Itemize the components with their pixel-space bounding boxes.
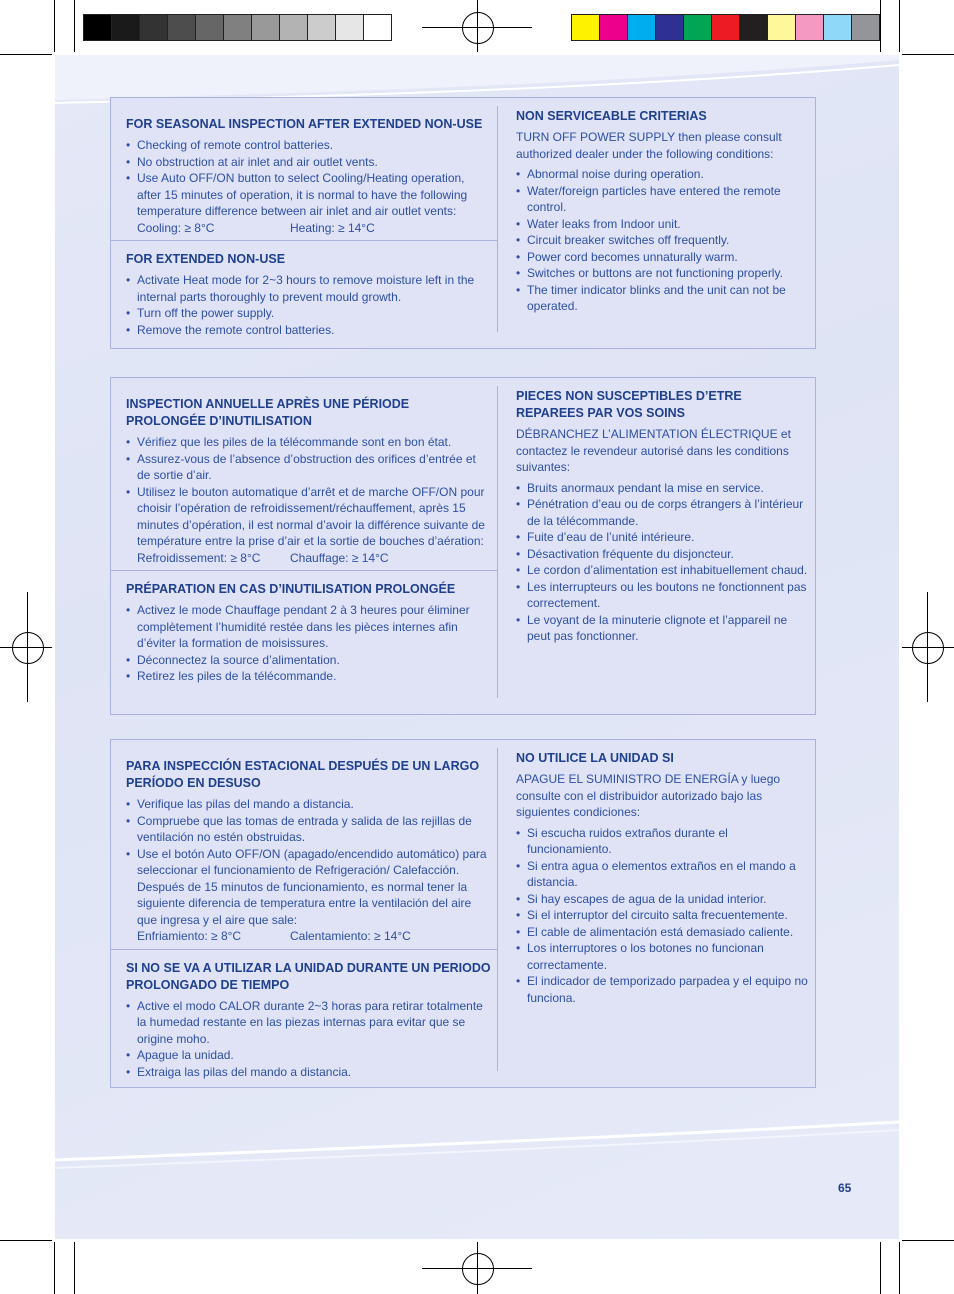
- temperature-difference-row: [126, 928, 491, 945]
- list-item: • El cable de alimentación está demasiado caliente.: [516, 924, 809, 941]
- list-item: • Si escucha ruidos extraños durante el funcionamiento.: [516, 825, 809, 858]
- registration-mark: [12, 632, 44, 664]
- registration-mark: [477, 1242, 478, 1294]
- list-item: • Remove the remote control batteries.: [126, 322, 491, 339]
- list-item: • Si el interruptor del circuito salta frecuentemente.: [516, 907, 809, 924]
- section-heading: PARA INSPECCIÓN ESTACIONAL DESPUÉS DE UN LARGO PERÍODO EN DESUSO: [126, 759, 480, 790]
- list-item: • Power cord becomes unnaturally warm.: [516, 249, 809, 266]
- spanish-maintenance-panel: [110, 739, 816, 1088]
- section-heading: FOR EXTENDED NON-USE: [126, 252, 286, 266]
- list-item: • Los interruptores o los botones no funcionan correctamente.: [516, 940, 809, 973]
- registration-mark: [927, 592, 928, 702]
- intro-text: APAGUE EL SUMINISTRO DE ENERGÍA y luego consulte con el distribuidor autorizado bajo las siguientes condiciones:: [516, 772, 781, 819]
- bullet-list: [126, 602, 491, 685]
- registration-mark: [902, 647, 954, 648]
- page-number: 65: [838, 1181, 852, 1195]
- non-use-section: [111, 240, 497, 342]
- crop-mark: [74, 0, 75, 52]
- gray-swatch: [195, 14, 224, 41]
- crop-mark: [880, 0, 881, 52]
- gray-swatch: [251, 14, 280, 41]
- section-heading: INSPECTION ANNUELLE APRÈS UNE PÉRIODE PROLONGÉE D’INUTILISATION: [126, 397, 410, 428]
- list-item: • Circuit breaker switches off frequently.: [516, 232, 809, 249]
- color-swatch: [711, 14, 740, 41]
- service-criteria-section: [498, 378, 815, 649]
- bullet-list: [126, 998, 491, 1081]
- crop-mark: [880, 1242, 881, 1294]
- bullet-list: [126, 137, 491, 220]
- english-maintenance-panel: [110, 97, 816, 349]
- gray-swatch: [335, 14, 364, 41]
- list-item: • Compruebe que las tomas de entrada y salida de las rejillas de ventilación no estén obstruidas.: [126, 813, 491, 846]
- gray-swatch: [139, 14, 168, 41]
- gray-swatch: [223, 14, 252, 41]
- list-item: • Retirez les piles de la télécommande.: [126, 668, 491, 685]
- color-swatch: [823, 14, 852, 41]
- list-item: • Fuite d’eau de l’unité intérieure.: [516, 529, 809, 546]
- color-swatch: [767, 14, 796, 41]
- non-use-section: [111, 570, 497, 689]
- color-swatch: [571, 14, 600, 41]
- intro-text: DÉBRANCHEZ L’ALIMENTATION ÉLECTRIQUE et contactez le revendeur autorisé dans les conditions suivantes:: [516, 427, 791, 474]
- list-item: • Active el modo CALOR durante 2~3 horas para retirar totalmente la humedad restante en las piezas internas para evitar que se origine moho.: [126, 998, 491, 1048]
- crop-mark: [902, 1240, 954, 1241]
- crop-mark: [902, 54, 954, 55]
- color-swatch: [851, 14, 880, 41]
- service-criteria-section: [498, 98, 815, 319]
- list-item: • Water leaks from Indoor unit.: [516, 216, 809, 233]
- crop-mark: [0, 54, 52, 55]
- crop-mark: [54, 1242, 55, 1294]
- right-column: [498, 378, 815, 714]
- intro-text: TURN OFF POWER SUPPLY then please consult authorized dealer under the following conditions:: [516, 130, 782, 161]
- french-maintenance-panel: [110, 377, 816, 715]
- bullet-list: [516, 166, 809, 315]
- right-column: [498, 740, 815, 1087]
- gray-swatch: [111, 14, 140, 41]
- registration-mark: [462, 12, 494, 44]
- gray-swatch: [363, 14, 392, 41]
- left-column: [111, 106, 498, 337]
- list-item: • Les interrupteurs ou les boutons ne fonctionnent pas correctement.: [516, 579, 809, 612]
- list-item: • Use el botón Auto OFF/ON (apagado/encendido automático) para seleccionar el funcionamiento de Refrigeración/ Calefacción. Después de 15 minutos de funcionamiento, es normal tener la siguiente diferencia de temperatura entre la ventilación del aire que ingresa y el aire que sale:: [126, 846, 491, 929]
- left-column: [111, 386, 498, 698]
- list-item: • Apague la unidad.: [126, 1047, 491, 1064]
- crop-mark: [74, 1242, 75, 1294]
- list-item: • Désactivation fréquente du disjoncteur.: [516, 546, 809, 563]
- section-heading: NON SERVICEABLE CRITERIAS: [516, 109, 707, 123]
- section-heading: PRÉPARATION EN CAS D’INUTILISATION PROLONGÉE: [126, 582, 456, 596]
- section-heading: NO UTILICE LA UNIDAD SI: [516, 751, 674, 765]
- cooling-temperature: Cooling: ≥ 8°C: [137, 220, 215, 235]
- section-heading: SI NO SE VA A UTILIZAR LA UNIDAD DURANTE UN PERIODO PROLONGADO DE TIEMPO: [126, 960, 491, 992]
- gray-swatch: [83, 14, 112, 41]
- inspection-section: [111, 386, 497, 570]
- list-item: • Checking of remote control batteries.: [126, 137, 491, 154]
- list-item: • El indicador de temporizado parpadea y el equipo no funciona.: [516, 973, 809, 1006]
- list-item: • No obstruction at air inlet and air outlet vents.: [126, 154, 491, 171]
- list-item: • Abnormal noise during operation.: [516, 166, 809, 183]
- crop-mark: [0, 1240, 52, 1241]
- list-item: • Le cordon d’alimentation est inhabituellement chaud.: [516, 562, 809, 579]
- right-column: [498, 98, 815, 348]
- bullet-list: [126, 272, 491, 338]
- inspection-section: [111, 106, 497, 240]
- section-heading: FOR SEASONAL INSPECTION AFTER EXTENDED NON-USE: [126, 117, 483, 131]
- list-item: • Bruits anormaux pendant la mise en service.: [516, 480, 809, 497]
- gray-swatch: [167, 14, 196, 41]
- registration-mark: [912, 632, 944, 664]
- list-item: • Assurez-vous de l’absence d’obstruction des orifices d’entrée et de sortie d’air.: [126, 451, 491, 484]
- list-item: • Turn off the power supply.: [126, 305, 491, 322]
- color-swatch: [683, 14, 712, 41]
- heating-temperature: Chauffage: ≥ 14°C: [290, 550, 389, 565]
- gray-swatch: [279, 14, 308, 41]
- bullet-list: [126, 796, 491, 928]
- registration-mark: [477, 0, 478, 52]
- bullet-list: [516, 825, 809, 1007]
- list-item: • Use Auto OFF/ON button to select Cooling/Heating operation, after 15 minutes of operation, it is normal to have the following temperature difference between air inlet and air outlet vents:: [126, 170, 491, 220]
- list-item: • Si hay escapes de agua de la unidad interior.: [516, 891, 809, 908]
- color-swatch: [627, 14, 656, 41]
- list-item: • Activez le mode Chauffage pendant 2 à 3 heures pour éliminer complètement l’humidité restée dans les pièces internes afin d’éviter la formation de moisissures.: [126, 602, 491, 652]
- temperature-difference-row: [126, 220, 491, 237]
- list-item: • Water/foreign particles have entered the remote control.: [516, 183, 809, 216]
- list-item: • Déconnectez la source d’alimentation.: [126, 652, 491, 669]
- grayscale-color-bar: [83, 14, 391, 41]
- service-criteria-section: [498, 740, 815, 1010]
- section-heading: PIECES NON SUSCEPTIBLES D’ETRE REPAREES PAR VOS SOINS: [516, 389, 742, 420]
- heating-temperature: Calentamiento: ≥ 14°C: [290, 929, 411, 943]
- crop-mark: [899, 1242, 900, 1294]
- heating-temperature: Heating: ≥ 14°C: [290, 220, 375, 235]
- crop-mark: [899, 0, 900, 52]
- list-item: • Activate Heat mode for 2~3 hours to remove moisture left in the internal parts thoroughly to prevent mould growth.: [126, 272, 491, 305]
- inspection-section: [111, 748, 497, 949]
- temperature-difference-row: [126, 550, 491, 567]
- registration-mark: [27, 592, 28, 702]
- cooling-temperature: Enfriamiento: ≥ 8°C: [137, 929, 242, 943]
- list-item: • Le voyant de la minuterie clignote et l’appareil ne peut pas fonctionner.: [516, 612, 809, 645]
- list-item: • Pénétration d’eau ou de corps étrangers à l’intérieur de la télécommande.: [516, 496, 809, 529]
- color-swatch: [739, 14, 768, 41]
- color-swatch: [795, 14, 824, 41]
- list-item: • Si entra agua o elementos extraños en el mando a distancia.: [516, 858, 809, 891]
- registration-mark: [462, 1253, 494, 1285]
- list-item: • Switches or buttons are not functioning properly.: [516, 265, 809, 282]
- crop-mark: [54, 0, 55, 52]
- list-item: • The timer indicator blinks and the unit can not be operated.: [516, 282, 809, 315]
- bullet-list: [126, 434, 491, 550]
- list-item: • Utilisez le bouton automatique d’arrêt et de marche OFF/ON pour choisir l’opération de refroidissement/réchauffement, après 15 minutes d’opération, il est normal d’avoir la différence suivante de température entre la prise d’air et la sortie de bouches d’aération:: [126, 484, 491, 550]
- color-swatch: [655, 14, 684, 41]
- list-item: • Extraiga las pilas del mando a distancia.: [126, 1064, 491, 1081]
- registration-mark: [0, 647, 52, 648]
- gray-swatch: [307, 14, 336, 41]
- non-use-section: [111, 949, 497, 1085]
- color-swatch: [599, 14, 628, 41]
- cooling-temperature: Refroidissement: ≥ 8°C: [137, 550, 261, 565]
- list-item: • Vérifiez que les piles de la télécommande sont en bon état.: [126, 434, 491, 451]
- process-color-bar: [571, 14, 879, 41]
- bullet-list: [516, 480, 809, 645]
- list-item: • Verifique las pilas del mando a distancia.: [126, 796, 491, 813]
- left-column: [111, 748, 498, 1079]
